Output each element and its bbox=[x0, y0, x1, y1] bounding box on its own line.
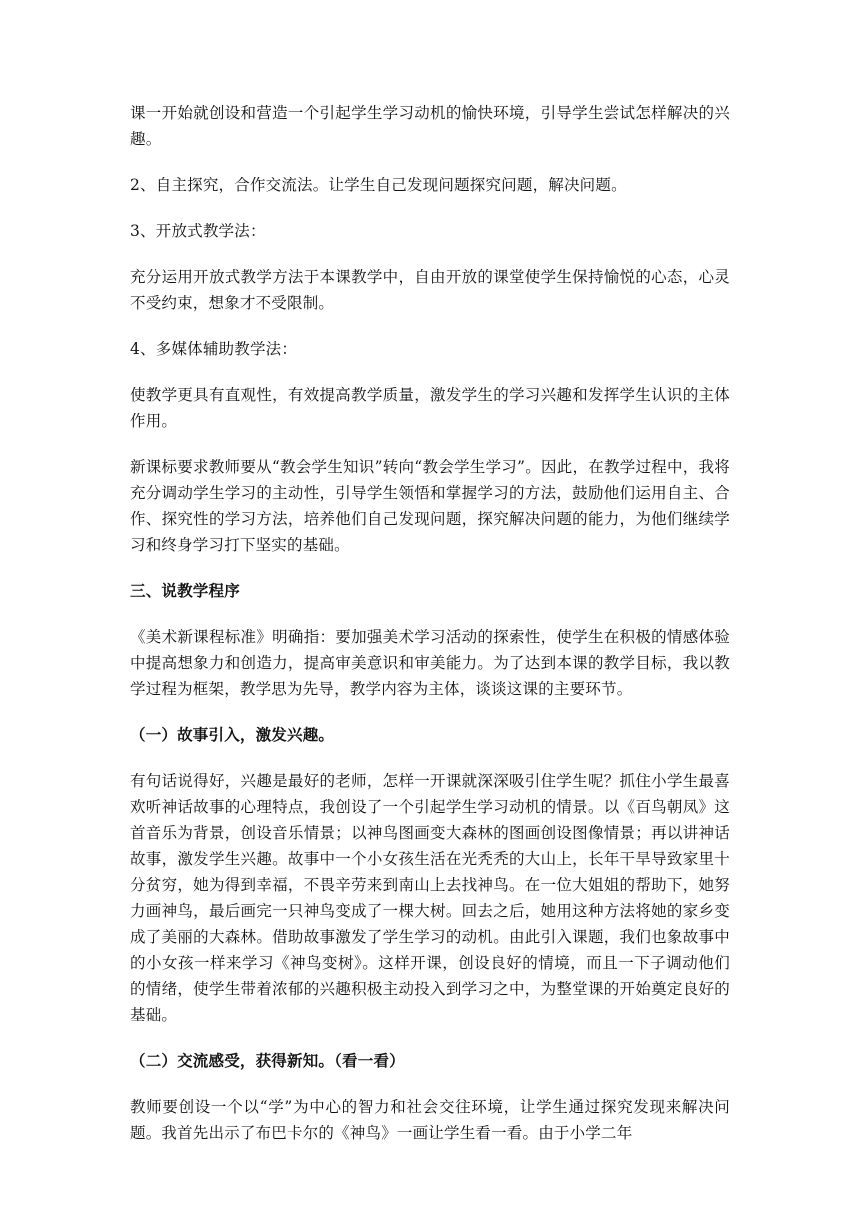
paragraph-intro: 课一开始就创设和营造一个引起学生学习动机的愉快环境，引导学生尝试怎样解决的兴趣。 bbox=[130, 104, 730, 148]
document-page bbox=[130, 100, 730, 1166]
subheading-exchange: （二）交流感受，获得新知。（看一看） bbox=[130, 1051, 405, 1070]
paragraph-standard: 《美术新课程标准》明确指：要加强美术学习活动的探索性，使学生在积极的情感体验中提高想象力和创造力，提高审美意识和审美能力。为了达到本课的教学目标，我以教学过程为框架，教学思为先导，教学内容为主体，谈谈这课的主要环节。 bbox=[130, 628, 730, 698]
paragraph-curriculum: 新课标要求教师要从“教会学生知识”转向“教会学生学习”。因此，在教学过程中，我将充分调动学生学习的主动性，引导学生领悟和掌握学习的方法，鼓励他们运用自主、合作、探究性的学习方法，培养他们自己发现问题，探究解决问题的能力，为他们继续学习和终身学习打下坚实的基础。 bbox=[130, 458, 730, 554]
section-heading-procedure: 三、说教学程序 bbox=[130, 581, 240, 600]
subheading-story-intro: （一）故事引入，激发兴趣。 bbox=[130, 725, 335, 744]
paragraph-story: 有句话说得好，兴趣是最好的老师，怎样一开课就深深吸引住学生呢？抓住小学生最喜欢听神话故事的心理特点，我创设了一个引起学生学习动机的情景。以《百鸟朝凤》这首音乐为背景，创设音乐情景；以神鸟图画变大森林的图画创设图像情景；再以讲神话故事，激发学生兴趣。故事中一个小女孩生活在光秃秃的大山上，长年干旱导致家里十分贫穷，她为得到幸福，不畏辛劳来到南山上去找神鸟。在一位大姐姐的帮助下，她努力画神鸟，最后画完一只神鸟变成了一棵大树。回去之后，她用这种方法将她的家乡变成了美丽的大森林。借助故事激发了学生学习的动机。由此引入课题，我们也象故事中的小女孩一样来学习《神鸟变树》。这样开课，创设良好的情境，而且一下子调动他们的情绪，使学生带着浓郁的兴趣积极主动投入到学习之中，为整堂课的开始奠定良好的基础。 bbox=[130, 772, 730, 1024]
paragraph-method-2: 2、自主探究，合作交流法。让学生自己发现问题探究问题，解决问题。 bbox=[130, 176, 627, 194]
paragraph-method-4-title: 4、多媒体辅助教学法： bbox=[130, 340, 298, 358]
paragraph-method-4-body: 使教学更具有直观性，有效提高教学质量，激发学生的学习兴趣和发挥学生认识的主体作用。 bbox=[130, 386, 730, 430]
paragraph-method-3-body: 充分运用开放式教学方法于本课教学中，自由开放的课堂使学生保持愉悦的心态，心灵不受约束，想象才不受限制。 bbox=[130, 268, 730, 312]
paragraph-method-3-title: 3、开放式教学法： bbox=[130, 222, 266, 240]
paragraph-exchange: 教师要创设一个以“学”为中心的智力和社会交往环境，让学生通过探究发现来解决问题。我首先出示了布巴卡尔的《神鸟》一画让学生看一看。由于小学二年 bbox=[130, 1098, 730, 1142]
